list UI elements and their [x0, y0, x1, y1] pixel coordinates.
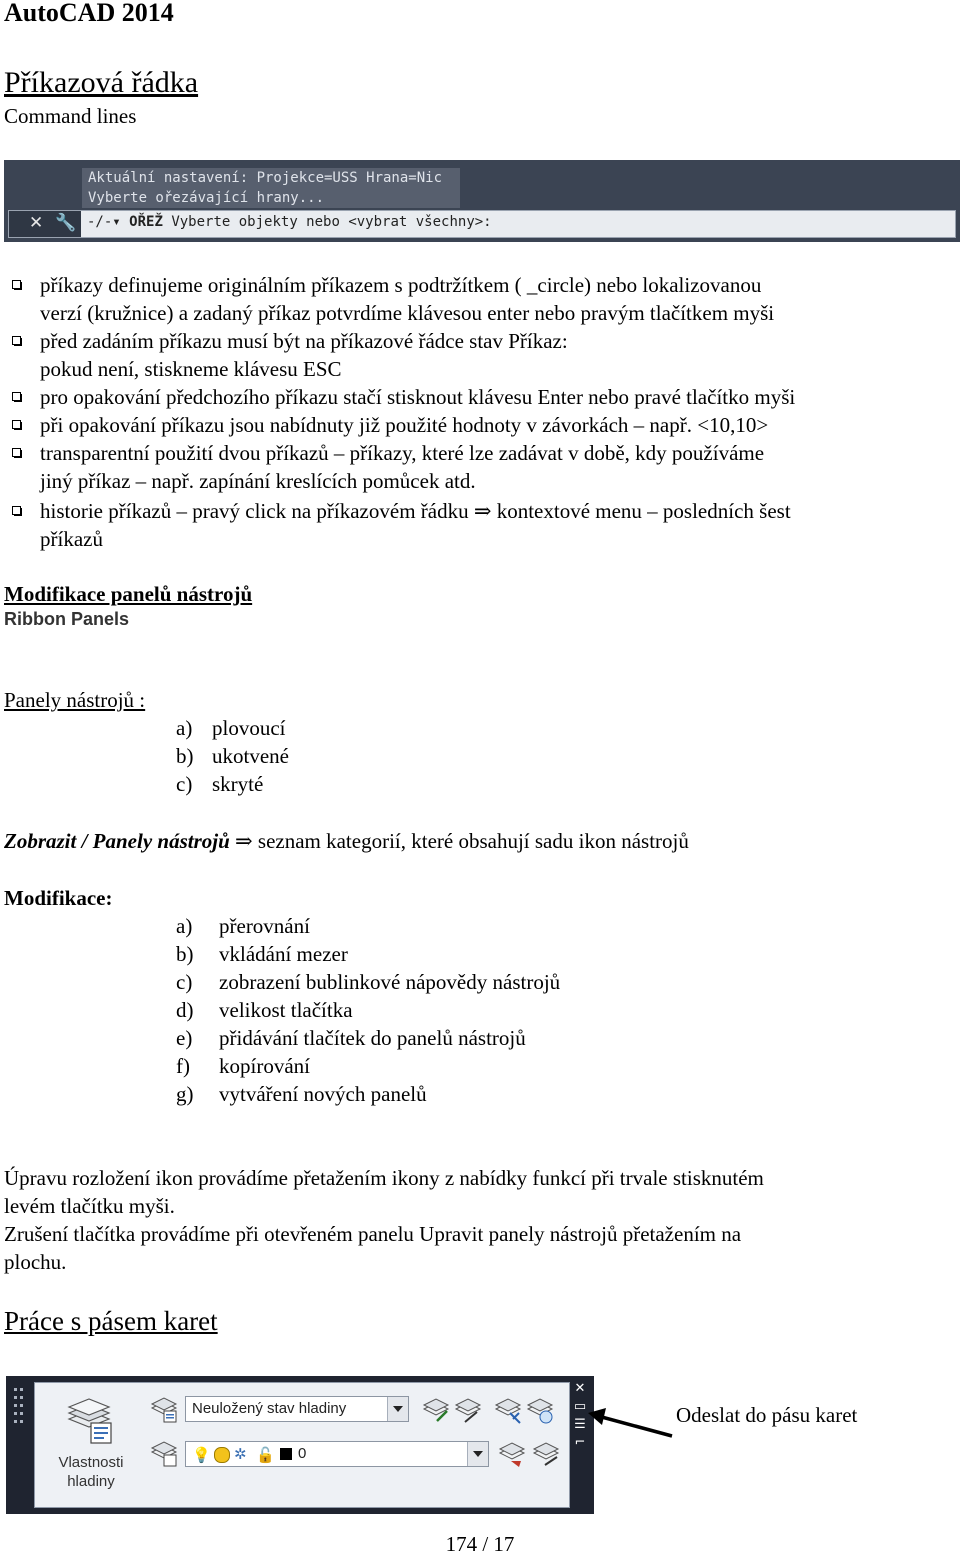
- bullet-text: příkazy definujeme originálním příkazem s podtržítkem ( _circle) nebo lokalizovanou: [40, 273, 762, 297]
- bullet-text: příkazů: [40, 527, 103, 551]
- callout-label: Odeslat do pásu karet: [676, 1403, 858, 1427]
- bullet-icon: [12, 420, 21, 429]
- paragraph-line: plochu.: [4, 1250, 67, 1274]
- layer-value: 0: [298, 1445, 307, 1462]
- list-letter: c): [176, 772, 193, 796]
- layer-walk-icon[interactable]: [497, 1439, 527, 1469]
- layer-states-icon[interactable]: [149, 1395, 179, 1425]
- bullet-icon: [12, 336, 21, 345]
- layers-panel: [34, 1382, 570, 1508]
- command-input[interactable]: [87, 214, 492, 230]
- document-title: AutoCAD 2014: [4, 0, 174, 27]
- list-item: ukotvené: [212, 744, 289, 768]
- layer-properties-button[interactable]: [43, 1391, 133, 1499]
- layer-manager-icon[interactable]: [149, 1439, 179, 1469]
- list-item: přidávání tlačítek do panelů nástrojů: [219, 1026, 526, 1050]
- section-title-ribbon-panels: Modifikace panelů nástrojů: [4, 582, 253, 606]
- big-button-label-line: hladiny: [67, 1473, 115, 1490]
- bullet-icon: [12, 506, 21, 515]
- section-subtitle-ribbon-panels: Ribbon Panels: [4, 609, 130, 629]
- list-letter: c): [176, 970, 193, 994]
- bullet-text-history: [40, 497, 791, 525]
- command-prompt-text: Vyberte objekty nebo <vybrat všechny>:: [171, 214, 492, 230]
- panel-grip-handle[interactable]: [12, 1384, 26, 1504]
- bullet-text: jiný příkaz – např. zapínání kreslících pomůcek atd.: [40, 469, 476, 493]
- list-item: vkládání mezer: [219, 942, 348, 966]
- list-letter: f): [176, 1054, 190, 1078]
- paragraph-line: Úpravu rozložení ikon provádíme přetažením ikony z nabídky funkcí při trvale stisknutém: [4, 1166, 764, 1190]
- list-letter: g): [176, 1082, 194, 1106]
- bullet-text-part: historie příkazů – pravý click na příkazovém řádku: [40, 499, 469, 523]
- zobrazit-menu-path: Zobrazit / Panely nástrojů: [4, 829, 230, 853]
- viewport-freeze-icon: ✲: [234, 1447, 247, 1463]
- modifikace-label: Modifikace:: [4, 886, 113, 910]
- zobrazit-line: [4, 829, 689, 854]
- layer-isolate-icon[interactable]: [493, 1395, 523, 1425]
- command-line-screenshot: [4, 160, 960, 242]
- list-letter: e): [176, 1026, 193, 1050]
- panely-label: Panely nástrojů :: [4, 688, 146, 712]
- layer-state-dropdown[interactable]: [185, 1396, 409, 1422]
- chevron-down-icon[interactable]: [387, 1397, 408, 1421]
- section-title-command-line: Příkazová řádka: [4, 66, 199, 99]
- wrench-icon[interactable]: 🔧: [55, 213, 77, 233]
- big-button-label-line: Vlastnosti: [58, 1454, 124, 1471]
- layer-match-icon[interactable]: [421, 1395, 451, 1425]
- list-item: velikost tlačítka: [219, 998, 353, 1022]
- layer-freeze-icon[interactable]: [525, 1395, 555, 1425]
- lock-icon: 🔓: [256, 1448, 275, 1464]
- list-item: skryté: [212, 772, 264, 796]
- list-letter: d): [176, 998, 194, 1022]
- list-item: plovoucí: [212, 716, 286, 740]
- command-history-line: Aktuální nastavení: Projekce=USS Hrana=Nic: [88, 170, 443, 186]
- lightbulb-icon: 💡: [192, 1448, 211, 1464]
- bullet-text: pro opakování předchozího příkazu stačí stisknout klávesu Enter nebo pravé tlačítko myši: [40, 385, 796, 409]
- bullet-text: při opakování příkazu jsou nabídnuty již použité hodnoty v závorkách – např. <10,10>: [40, 413, 769, 437]
- command-name: OŘEŽ: [129, 214, 163, 230]
- close-icon[interactable]: ✕: [29, 213, 44, 233]
- list-letter: a): [176, 716, 193, 740]
- bullet-text-part: kontextové menu – posledních šest: [496, 499, 791, 523]
- double-arrow-icon: ⇒: [235, 829, 258, 853]
- list-letter: b): [176, 744, 194, 768]
- paragraph-line: Zrušení tlačítka provádíme při otevřeném panelu Upravit panely nástrojů přetažením na: [4, 1222, 742, 1246]
- command-prompt-icon: -/-▾: [87, 214, 130, 230]
- layer-dropdown[interactable]: [185, 1441, 489, 1467]
- bullet-text: pokud není, stiskneme klávesu ESC: [40, 357, 342, 381]
- zobrazit-description: seznam kategorií, které obsahují sadu ikon nástrojů: [257, 829, 689, 853]
- list-item: kopírování: [219, 1054, 310, 1078]
- page-number: 174 / 17: [445, 1532, 515, 1556]
- close-icon[interactable]: ✕: [574, 1381, 586, 1396]
- layer-color-swatch: [280, 1448, 292, 1460]
- layer-state-value: Neuložený stav hladiny: [192, 1400, 347, 1417]
- command-history: [82, 168, 460, 208]
- sun-icon: [214, 1447, 230, 1463]
- bullet-text: transparentní použití dvou příkazů – příkazy, které lze zadávat v době, kdy používáme: [40, 441, 765, 465]
- send-to-ribbon-icon[interactable]: ☰: [574, 1417, 586, 1432]
- bullet-text: před zadáním příkazu musí být na příkazové řádce stav Příkaz:: [40, 329, 568, 353]
- layer-stack-icon: [63, 1397, 115, 1445]
- minimize-panel-icon[interactable]: ▭: [573, 1399, 587, 1414]
- restore-icon[interactable]: ⌐: [574, 1435, 586, 1450]
- double-arrow-icon: ⇒: [473, 499, 497, 523]
- command-bar-controls: [9, 211, 81, 237]
- ribbon-panel-screenshot: [6, 1376, 594, 1514]
- list-item: přerovnání: [219, 914, 310, 938]
- chevron-down-icon[interactable]: [467, 1442, 488, 1466]
- layer-merge-icon[interactable]: [531, 1439, 561, 1469]
- callout-arrow-icon: [584, 1398, 676, 1444]
- section-subtitle-command-lines: Command lines: [4, 104, 137, 128]
- bullet-icon: [12, 392, 21, 401]
- list-item: vytváření nových panelů: [219, 1082, 427, 1106]
- list-letter: a): [176, 914, 193, 938]
- list-letter: b): [176, 942, 194, 966]
- bullet-icon: [12, 280, 21, 289]
- layer-previous-icon[interactable]: [453, 1395, 483, 1425]
- section-title-ribbon: Práce s pásem karet: [4, 1306, 218, 1336]
- bullet-icon: [12, 448, 21, 457]
- layer-properties-label: [43, 1453, 139, 1491]
- command-history-line: Vyberte ořezávající hrany...: [88, 190, 325, 206]
- bullet-text: verzí (kružnice) a zadaný příkaz potvrdíme klávesou enter nebo pravým tlačítkem myši: [40, 301, 775, 325]
- list-item: zobrazení bublinkové nápovědy nástrojů: [219, 970, 561, 994]
- command-input-bar[interactable]: [8, 210, 956, 238]
- paragraph-line: levém tlačítku myši.: [4, 1194, 175, 1218]
